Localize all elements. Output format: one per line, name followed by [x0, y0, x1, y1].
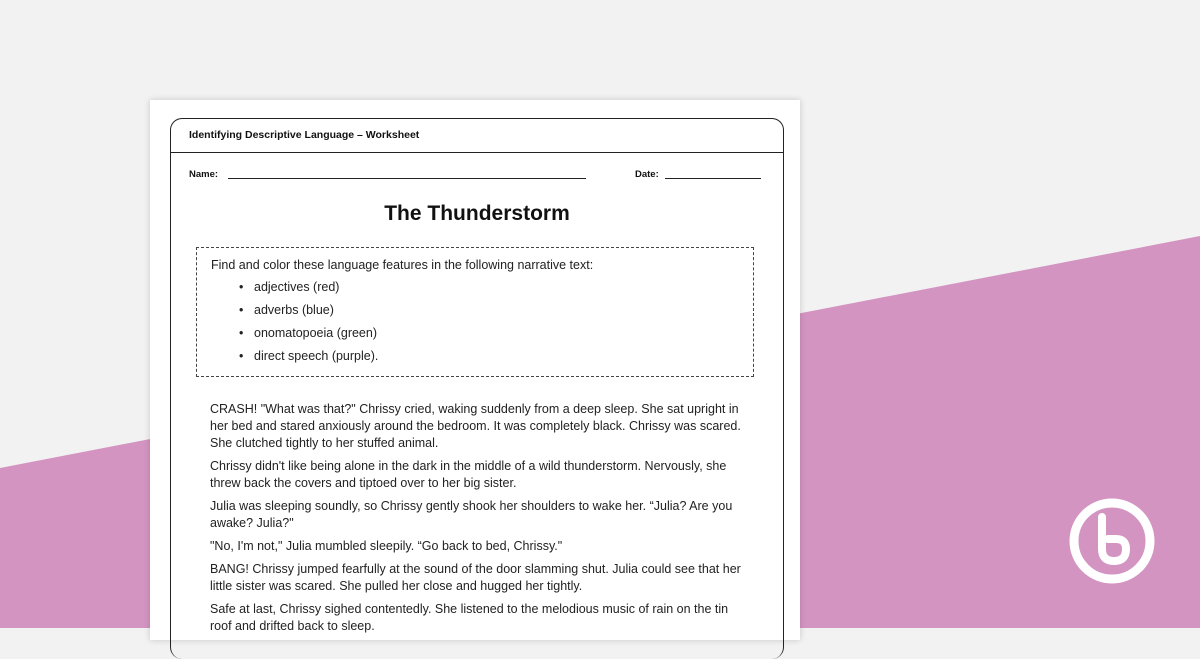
bullet-icon: •: [239, 326, 244, 340]
instructions-text: Find and color these language features in the following narrative text:: [211, 258, 594, 272]
feature-label: onomatopoeia (green): [254, 326, 377, 340]
worksheet-title: The Thunderstorm: [384, 202, 570, 225]
date-label: Date:: [635, 169, 659, 180]
feature-label: adjectives (red): [254, 280, 340, 294]
narrative-paragraph: Julia was sleeping soundly, so Chrissy gently shook her shoulders to wake her. “Julia? Are you awake? Julia?": [210, 499, 733, 530]
instructions-box: [196, 247, 754, 377]
teach-starter-logo-icon: [1068, 497, 1156, 585]
list-item: [239, 303, 378, 326]
bullet-icon: •: [239, 280, 244, 294]
name-date-row: [189, 167, 761, 181]
worksheet-frame: [170, 118, 784, 659]
list-item: [239, 280, 378, 303]
feature-list: [239, 280, 378, 372]
narrative-paragraph: CRASH! "What was that?" Chrissy cried, waking suddenly from a deep sleep. She sat upright in her bed and stared anxiously around the bedroom. It was completely black. Chrissy was scared. She clutched tightly to her stuffed animal.: [210, 402, 741, 450]
feature-label: adverbs (blue): [254, 303, 334, 317]
header-divider: [171, 152, 783, 153]
bullet-icon: •: [239, 303, 244, 317]
feature-label: direct speech (purple).: [254, 349, 379, 363]
narrative-paragraph: "No, I'm not," Julia mumbled sleepily. “Go back to bed, Chrissy.": [210, 539, 563, 553]
date-field-line[interactable]: [665, 178, 761, 179]
narrative-paragraph: BANG! Chrissy jumped fearfully at the sound of the door slamming shut. Julia could see that her little sister was scared. She pulled her close and hugged her tightly.: [210, 562, 741, 593]
narrative-text: [210, 401, 750, 641]
name-field-line[interactable]: [228, 178, 586, 179]
list-item: [239, 349, 378, 372]
list-item: [239, 326, 378, 349]
worksheet-page: [150, 100, 800, 640]
name-label: Name:: [189, 169, 219, 180]
worksheet-header-title: Identifying Descriptive Language – Worksheet: [189, 129, 420, 141]
narrative-paragraph: Chrissy didn't like being alone in the dark in the middle of a wild thunderstorm. Nervously, she threw back the covers and tiptoed over to her big sister.: [210, 459, 727, 490]
narrative-paragraph: Safe at last, Chrissy sighed contentedly. She listened to the melodious music of rain on the tin roof and drifted back to sleep.: [210, 602, 729, 633]
bullet-icon: •: [239, 349, 244, 363]
